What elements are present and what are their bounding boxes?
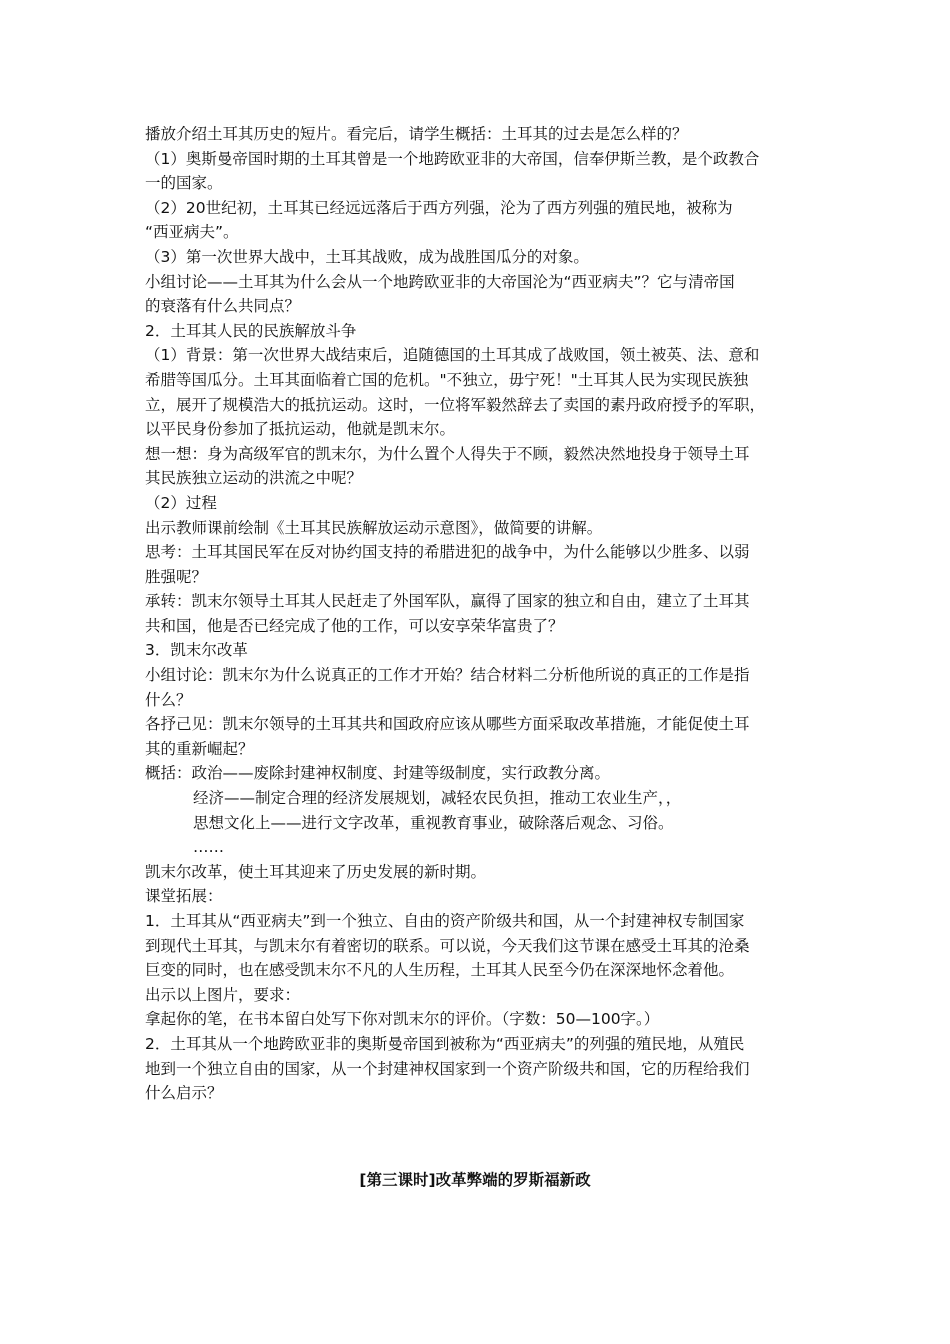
text-line: 承转：凯末尔领导土耳其人民赶走了外国军队，赢得了国家的独立和自由，建立了土耳其 — [145, 592, 750, 611]
text-line: （1）背景：第一次世界大战结束后，追随德国的土耳其成了战败国，领土被英、法、意和 — [145, 346, 760, 365]
text-line: “西亚病夫”。 — [145, 223, 239, 242]
text-line: 共和国，他是否已经完成了他的工作，可以安享荣华富贵了？ — [145, 616, 564, 635]
text-line: …… — [193, 838, 224, 857]
text-line: 经济——制定合理的经济发展规划，减轻农民负担，推动工农业生产，， — [193, 789, 682, 808]
text-line: 想一想：身为高级军官的凯末尔，为什么置个人得失于不顾，毅然决然地投身于领导土耳 — [145, 444, 750, 463]
text-line: 什么启示？ — [145, 1084, 223, 1103]
text-line: 拿起你的笔，在书本留白处写下你对凯末尔的评价。（字数：50—100字。） — [145, 1010, 660, 1029]
text-line: 地到一个独立自由的国家，从一个封建神权国家到一个资产阶级共和国，它的历程给我们 — [145, 1059, 750, 1078]
text-line: 立，展开了规模浩大的抵抗运动。这时，一位将军毅然辞去了卖国的素丹政府授予的军职， — [145, 395, 766, 414]
text-line: 凯末尔改革，使土耳其迎来了历史发展的新时期。 — [145, 862, 487, 881]
text-line: 到现代土耳其，与凯末尔有着密切的联系。可以说，今天我们这节课在感受土耳其的沧桑 — [145, 936, 750, 955]
document-body — [145, 122, 815, 1106]
text-line: 胜强呢？ — [145, 567, 208, 586]
text-line: （2）20世纪初，土耳其已经远远落后于西方列强，沦为了西方列强的殖民地，被称为 — [145, 198, 733, 217]
text-line: 思想文化上——进行文字改革，重视教育事业，破除落后观念、习俗。 — [193, 813, 674, 832]
text-line: 其的重新崛起？ — [145, 739, 254, 758]
text-line: 一的国家。 — [145, 174, 223, 193]
text-line: （3）第一次世界大战中，土耳其战败，成为战胜国瓜分的对象。 — [145, 247, 589, 266]
text-line: 出示以上图片，要求： — [145, 985, 301, 1004]
text-line: 思考：土耳其国民军在反对协约国支持的希腊进犯的战争中，为什么能够以少胜多、以弱 — [145, 543, 750, 562]
text-line: 1．土耳其从“西亚病夫”到一个独立、自由的资产阶级共和国，从一个封建神权专制国家 — [145, 912, 745, 930]
text-line: 小组讨论：凯末尔为什么说真正的工作才开始？结合材料二分析他所说的真正的工作是指 — [145, 666, 750, 685]
text-line: 其民族独立运动的洪流之中呢？ — [145, 469, 363, 488]
text-line: 什么？ — [145, 690, 192, 709]
text-line: 各抒己见：凯末尔领导的土耳其共和国政府应该从哪些方面采取改革措施，才能促使土耳 — [145, 715, 750, 734]
text-line: 概括：政治——废除封建神权制度、封建等级制度，实行政教分离。 — [145, 764, 611, 783]
text-line: 3．凯末尔改革 — [145, 641, 248, 660]
text-line: 2．土耳其人民的民族解放斗争 — [145, 321, 357, 340]
text-line: 小组讨论——土耳其为什么会从一个地跨欧亚非的大帝国沦为“西亚病夫”？它与清帝国 — [145, 272, 735, 291]
text-line: 的衰落有什么共同点？ — [145, 297, 301, 316]
text-line: 巨变的同时，也在感受凯末尔不凡的人生历程，土耳其人民至今仍在深深地怀念着他。 — [145, 961, 735, 980]
text-line: 出示教师课前绘制《土耳其民族解放运动示意图》，做简要的讲解。 — [145, 518, 603, 537]
text-line: （1）奥斯曼帝国时期的土耳其曾是一个地跨欧亚非的大帝国，信奉伊斯兰教，是个政教合 — [145, 149, 760, 168]
text-line: 希腊等国瓜分。土耳其面临着亡国的危机。"不独立，毋宁死！"土耳其人民为实现民族独 — [145, 370, 749, 389]
text-line: （2）过程 — [145, 493, 217, 512]
text-line: 2．土耳其从一个地跨欧亚非的奥斯曼帝国到被称为“西亚病夫”的列强的殖民地，从殖民 — [145, 1034, 745, 1053]
section-title: [第三课时]改革弊端的罗斯福新政 — [359, 1171, 591, 1189]
text-line: 播放介绍土耳其历史的短片。看完后，请学生概括：土耳其的过去是怎么样的？ — [145, 125, 688, 143]
text-line: 课堂拓展： — [145, 887, 223, 906]
text-line: 以平民身份参加了抵抗运动，他就是凯末尔。 — [145, 420, 456, 439]
